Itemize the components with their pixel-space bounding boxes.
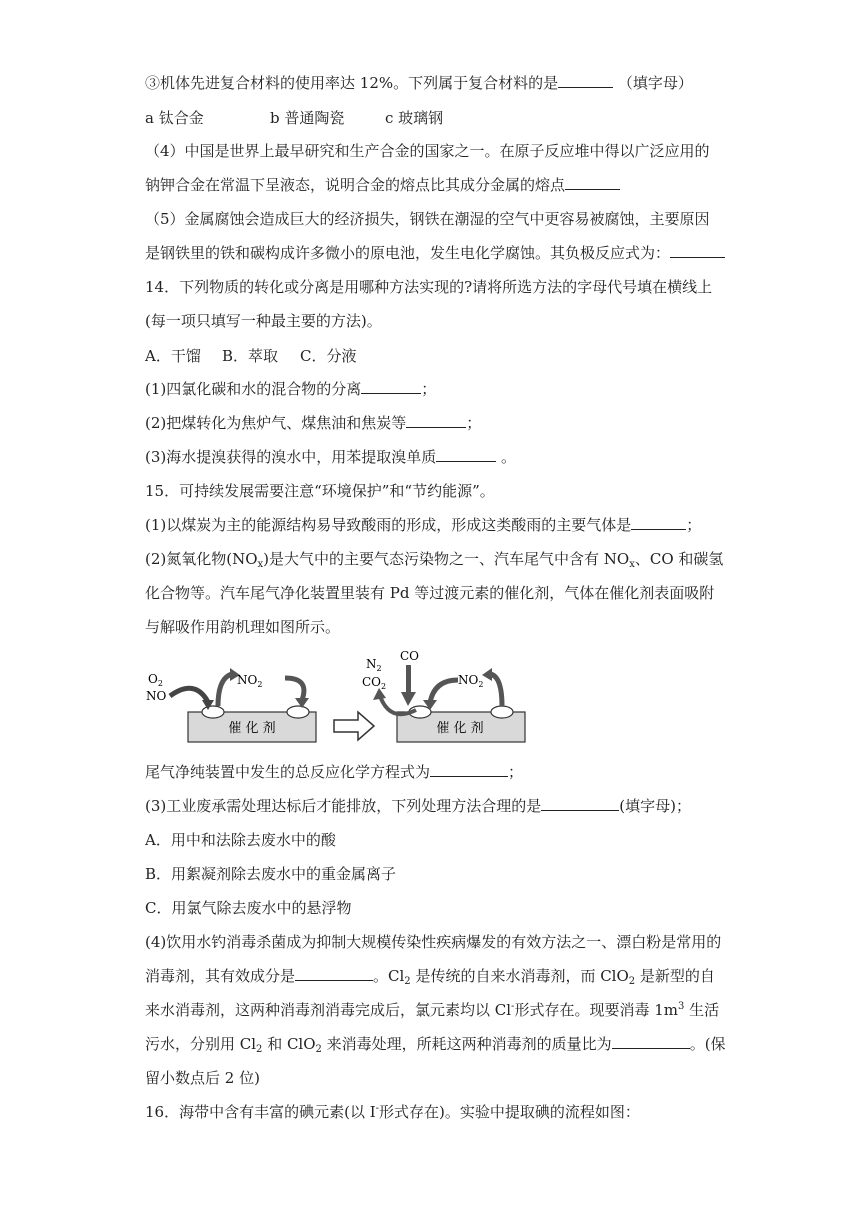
question-line: 钠钾合金在常温下呈液态，说明合金的熔点比其成分金属的熔点 bbox=[145, 175, 620, 195]
no2-label: $NO_2$ bbox=[458, 673, 484, 689]
question-line: （4）中国是世界上最早研究和生产合金的国家之一。在原子反应堆中得以广泛应用的 bbox=[145, 142, 710, 160]
choice-c: C．用氯气除去废水中的悬浮物 bbox=[145, 899, 352, 917]
question-line: （5）金属腐蚀会造成巨大的经济损失，钢铁在潮湿的空气中更容易被腐蚀，主要原因 bbox=[145, 210, 710, 228]
option-a: A．干馏 bbox=[145, 347, 201, 365]
catalyst-block-left bbox=[188, 706, 316, 742]
question-line: 污水，分别用 $Cl_2$ 和 ClO$_2$ 来消毒处理，所耗这两种消毒剂的质量比为 。(保 bbox=[145, 1035, 726, 1055]
option-c: C．分液 bbox=[300, 347, 357, 365]
option-a: a 钛合金 bbox=[145, 109, 204, 127]
question-16-title: 16．海带中含有丰富的碘元素(以 I-形式存在)。实验中提取碘的流程如图： bbox=[145, 1103, 640, 1121]
question-line: 化合物等。汽车尾气净化装置里装有 Pd 等过渡元素的催化剂，气体在催化剂表面吸附 bbox=[145, 584, 715, 602]
question-line: 是钢铁里的铁和碳构成许多微小的原电池，发生电化学腐蚀。其负极反应式为： bbox=[145, 243, 725, 263]
question-line: 尾气净纯装置中发生的总反应化学方程式为 ； bbox=[145, 763, 524, 781]
choice-a: A．用中和法除去废水中的酸 bbox=[145, 831, 336, 849]
question-line: 与解吸作用韵机理如图所示。 bbox=[145, 618, 341, 636]
co-label: CO bbox=[400, 649, 420, 663]
question-line: ③机体先进复合材料的使用率达 12%。下列属于复合材料的是 （填字母） bbox=[145, 74, 693, 92]
question-14-title: 14．下列物质的转化或分离是用哪种方法实现的?请将所选方法的字母代号填在横线上 bbox=[145, 278, 713, 296]
question-line: (1)以煤炭为主的能源结构易导致酸雨的形成，形成这类酸雨的主要气体是 ； bbox=[145, 516, 702, 534]
choice-b: B．用絮凝剂除去废水中的重金属离子 bbox=[145, 865, 397, 883]
question-line: 消毒剂，其有效成分是 。$Cl_2$ 是传统的自来水消毒剂，而 ClO$_2$ 是新型的自 bbox=[145, 967, 715, 987]
option-b: B．萃取 bbox=[222, 347, 279, 365]
question-line: (4)饮用水钓消毒杀菌成为抑制大规模传染性疾病爆发的有效方法之一、漂白粉是常用的 bbox=[145, 933, 722, 951]
transition-arrow bbox=[334, 712, 374, 740]
question-line: (每一项只填写一种最主要的方法)。 bbox=[145, 312, 382, 330]
question-line: (3)工业废承需处理达标后才能排放，下列处理方法合理的是 (填字母)； bbox=[145, 797, 691, 815]
question-line: (2)氮氧化物$(NO_x)$是大气中的主要气态污染物之一、汽车尾气中含有 $NO_x$、CO 和碳氢 bbox=[145, 550, 724, 570]
question-line: 留小数点后 2 位) bbox=[145, 1069, 260, 1087]
catalyst-label: 催 化 剂 bbox=[436, 721, 484, 736]
question-line: 来水消毒剂，这两种消毒剂消毒完成后，氯元素均以 Cl-形式存在。现要消毒 $1m^3$ 生活 bbox=[145, 1001, 720, 1019]
question-line: (2)把煤转化为焦炉气、煤焦油和焦炭等 ； bbox=[145, 414, 482, 432]
catalyst-label: 催 化 剂 bbox=[228, 721, 276, 736]
n2-label: $N_2$ bbox=[366, 657, 382, 673]
question-line: (3)海水提溴获得的溴水中，用苯提取溴单质 。 bbox=[145, 448, 517, 466]
option-c: c 玻璃钢 bbox=[385, 109, 444, 127]
no2-label: $NO_2$ bbox=[237, 673, 263, 689]
catalyst-mechanism-diagram bbox=[140, 648, 560, 753]
question-line: (1)四氯化碳和水的混合物的分离 ； bbox=[145, 380, 437, 398]
co2-label: $CO_2$ bbox=[362, 675, 387, 691]
question-15-title: 15．可持续发展需要注意“环境保护”和“节约能源”。 bbox=[145, 482, 495, 500]
no-label: NO bbox=[146, 689, 167, 703]
o2-label: $O_2$ bbox=[148, 672, 163, 688]
option-b: b 普通陶瓷 bbox=[270, 109, 345, 127]
